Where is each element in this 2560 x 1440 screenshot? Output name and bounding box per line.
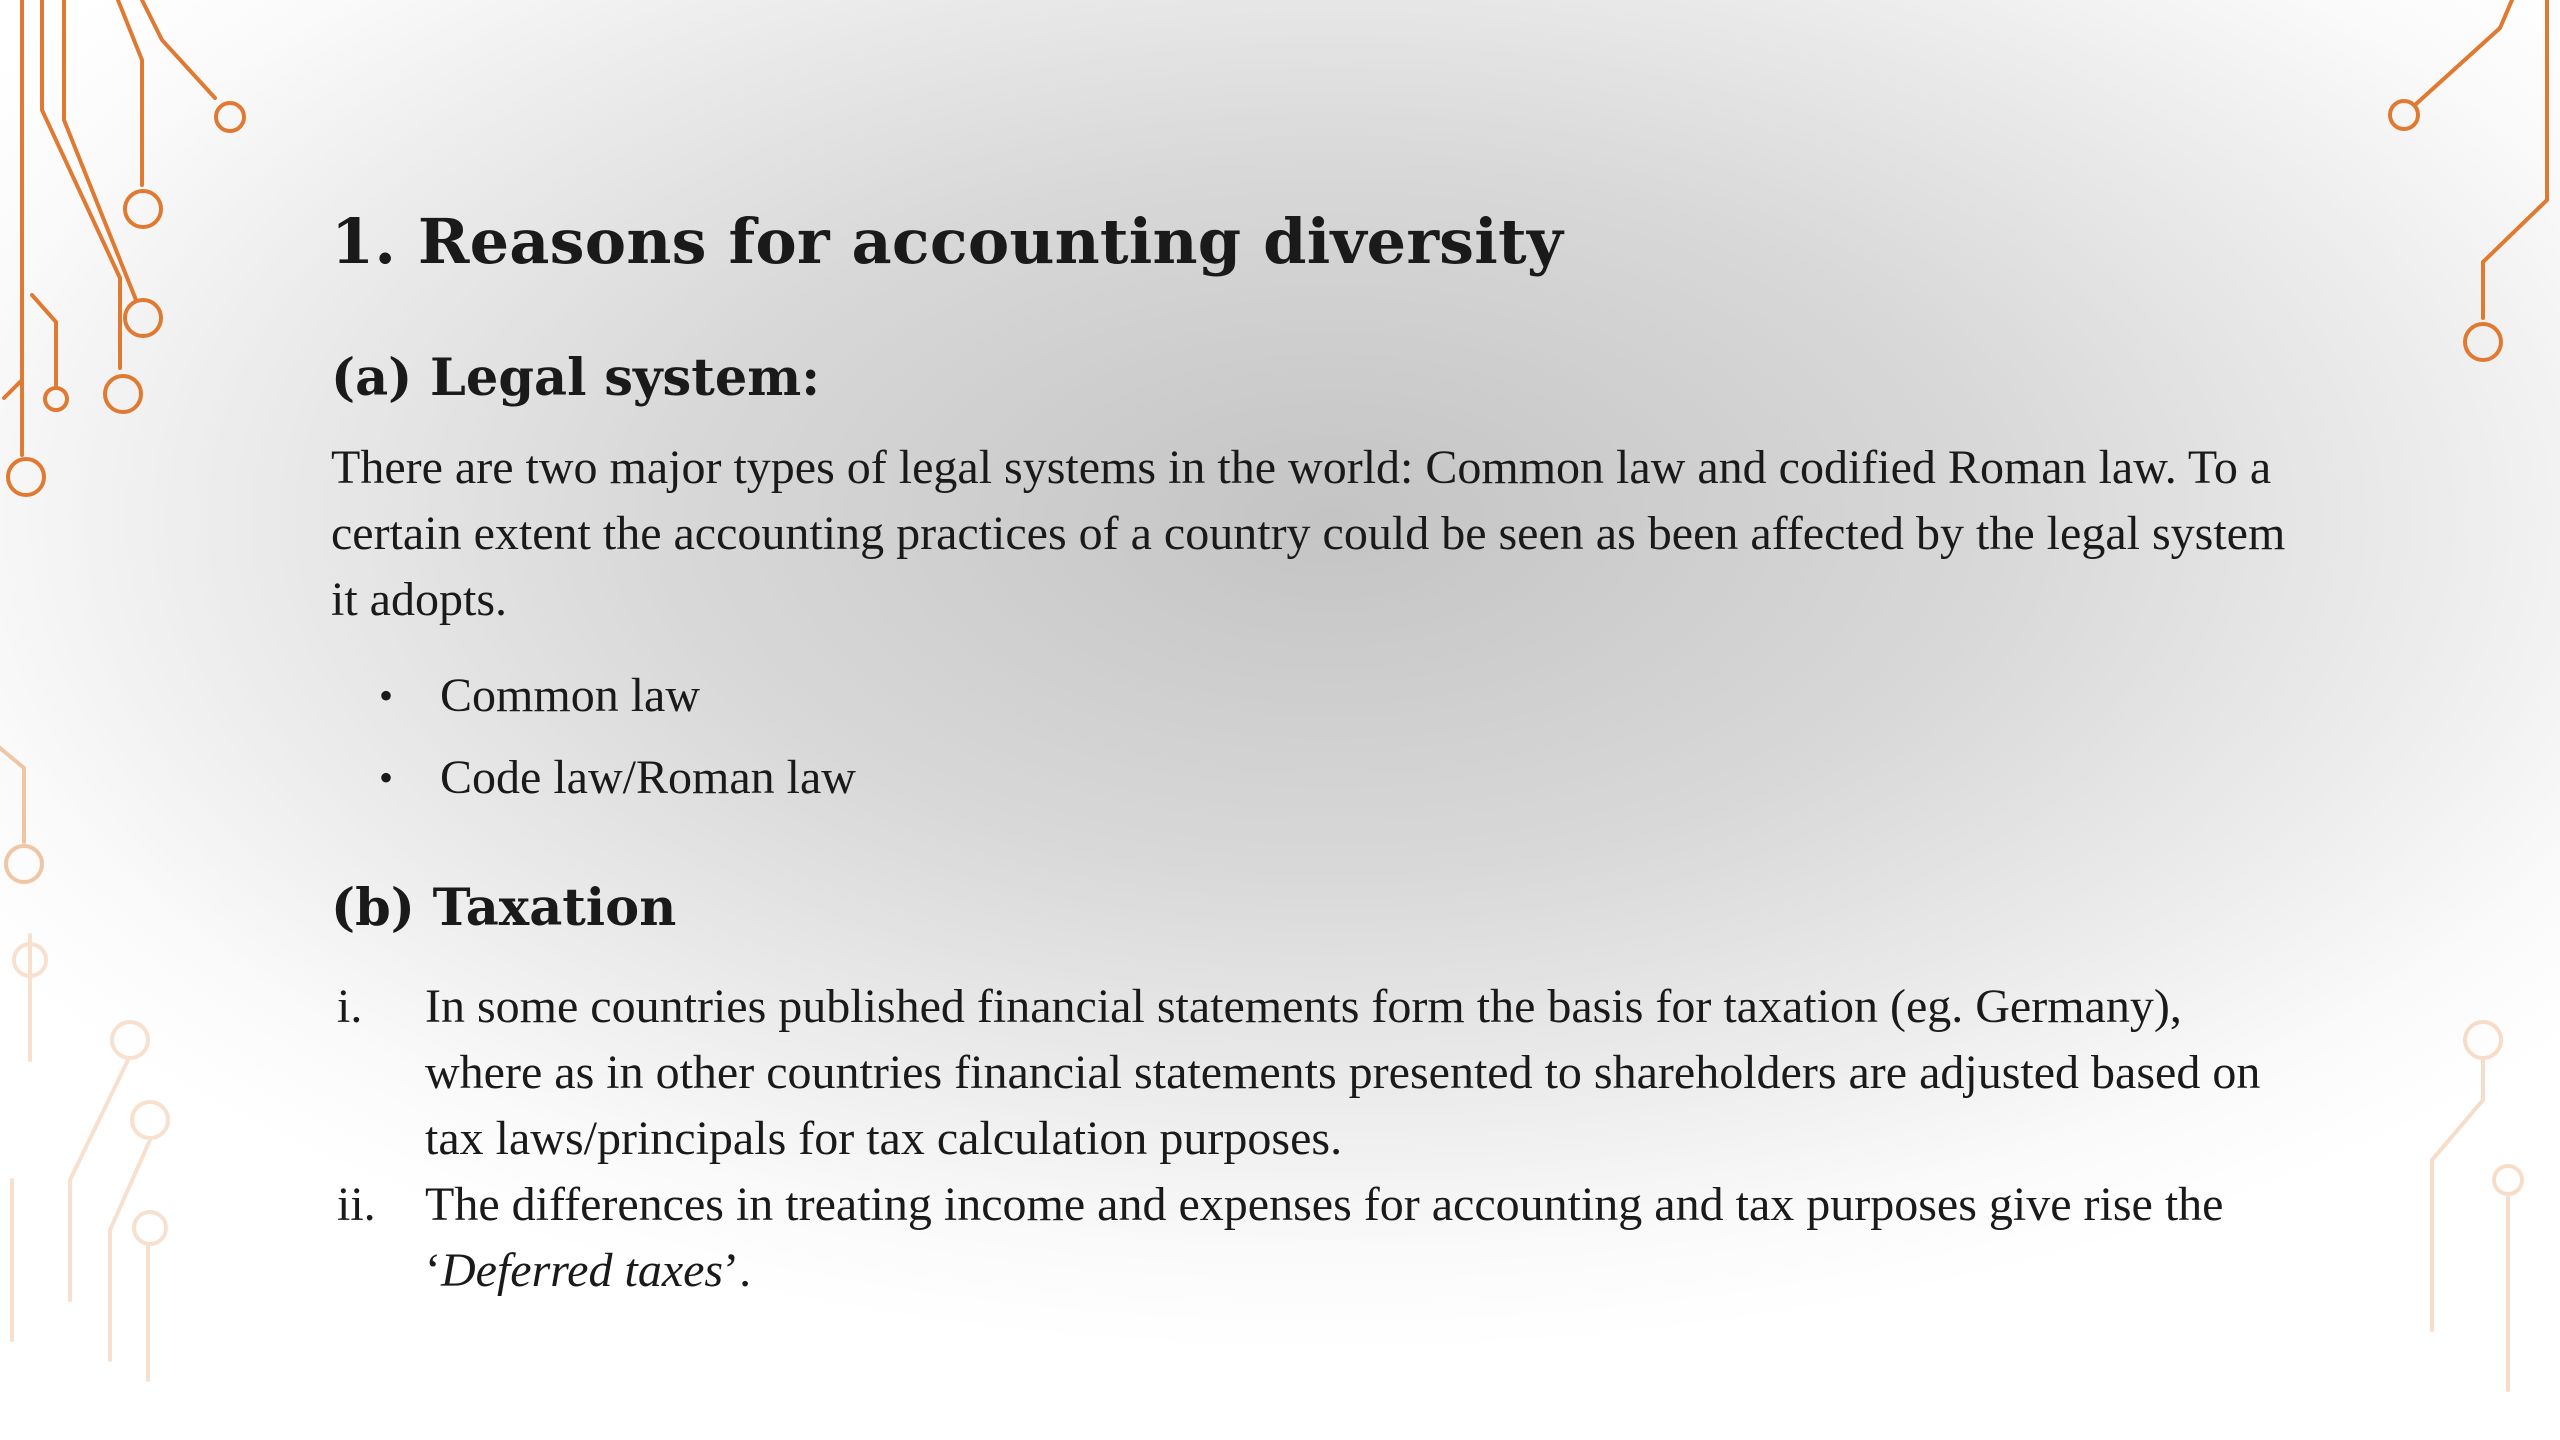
legal-system-paragraph: There are two major types of legal systems in the world: Common law and codified Roman law. To a certain extent the accounting practices of a country could be seen as been affected by the legal system it adopts. (331, 441, 2286, 626)
numbered-item-i (331, 974, 2311, 1172)
deferred-taxes-term: Deferred taxes (440, 1244, 724, 1297)
item-text-after: ’. (723, 1244, 752, 1297)
right-circuit-decoration (2380, 0, 2560, 1440)
section-a-heading: (a) Legal system: (331, 348, 821, 408)
bullet-marker: • (379, 673, 394, 718)
slide-title: 1. Reasons for accounting diversity (331, 205, 1564, 278)
section-b-heading: (b) Taxation (331, 878, 677, 938)
bullet-text: Code law/Roman law (440, 751, 856, 804)
item-number: ii. (337, 1178, 376, 1231)
bullet-item-common-law (331, 663, 856, 745)
item-text-before: The differences in treating income and expenses for accounting and tax purposes give rise the ‘ (425, 1178, 2224, 1297)
item-number: i. (337, 980, 363, 1033)
bullet-text: Common law (440, 669, 700, 722)
left-circuit-decoration (0, 0, 280, 1440)
bullet-marker: • (379, 755, 394, 800)
numbered-item-ii (331, 1172, 2311, 1304)
bullet-item-code-law (331, 745, 856, 827)
taxation-numbered-list (331, 974, 2311, 1304)
legal-system-bullet-list (331, 663, 856, 827)
item-text: In some countries published financial statements form the basis for taxation (eg. Germany), where as in other countries financial statements presented to shareholders are adjusted based on tax laws/principals for tax calculation purposes. (425, 980, 2261, 1165)
